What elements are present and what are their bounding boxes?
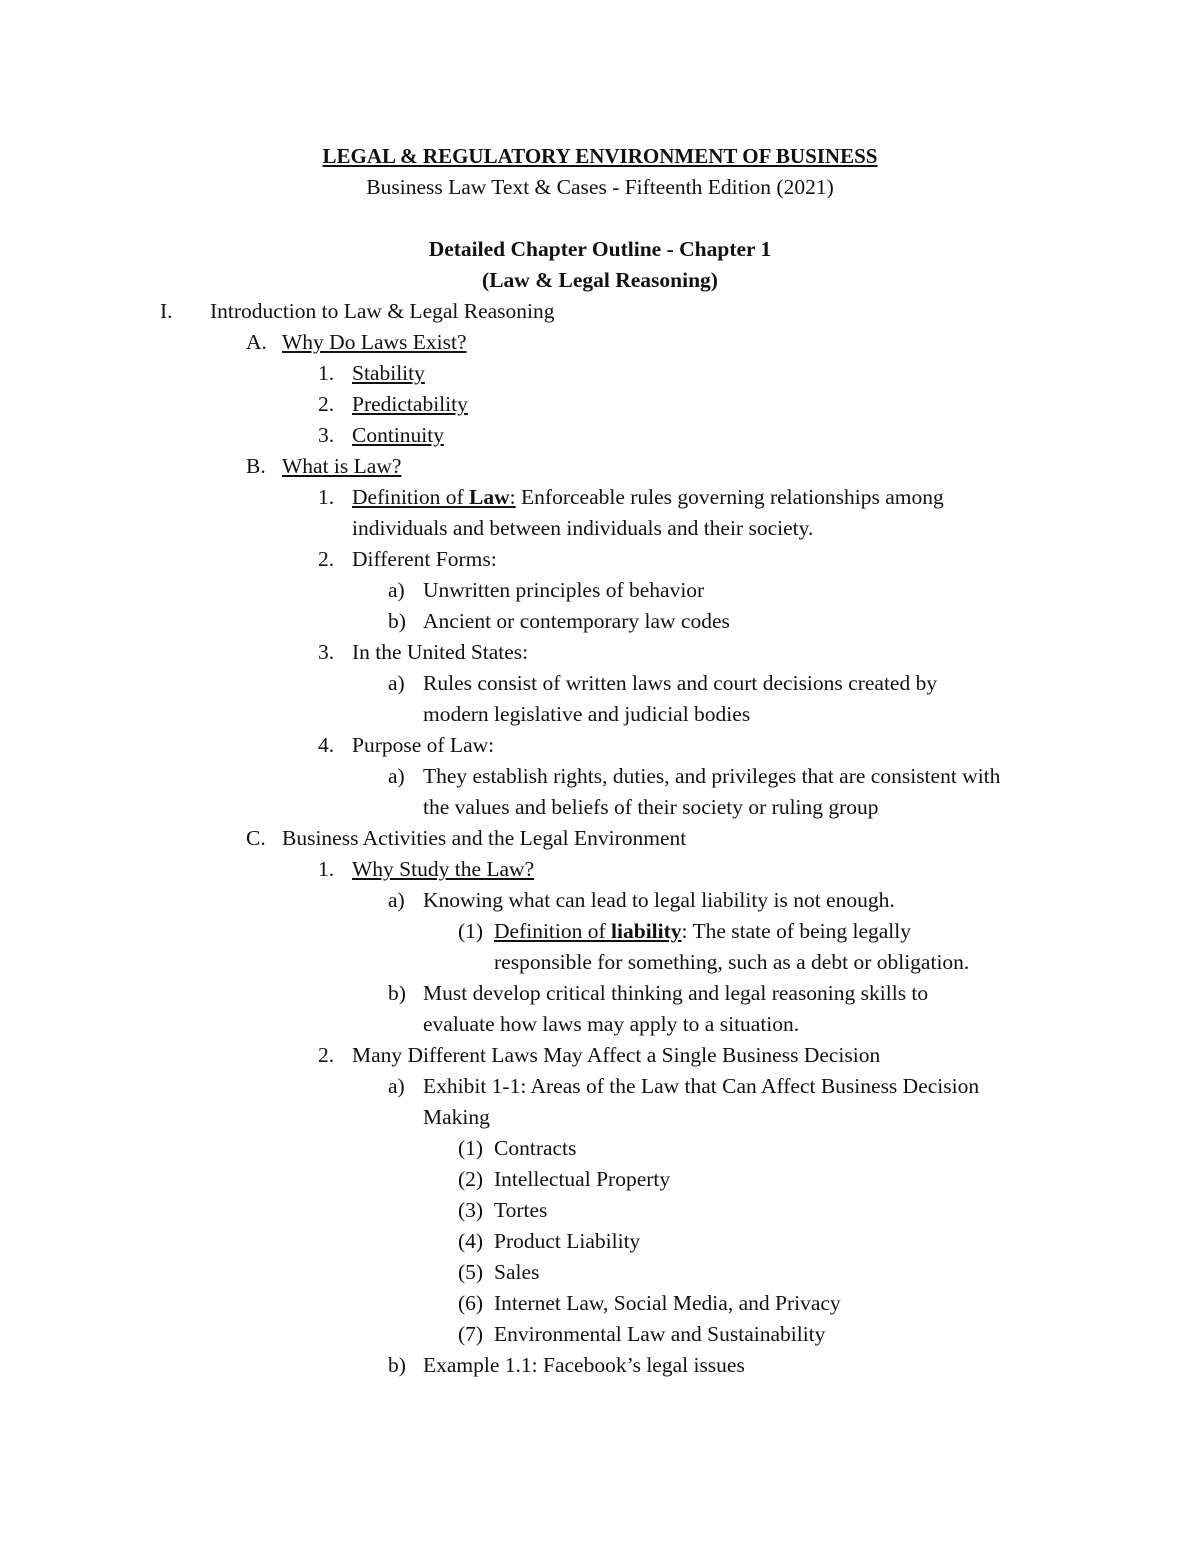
outline-marker: 2.	[318, 547, 335, 571]
chapter-topic: (Law & Legal Reasoning)	[482, 268, 718, 292]
list-item: Product Liability	[494, 1229, 641, 1253]
outline-marker: b)	[388, 981, 406, 1005]
list-item: Internet Law, Social Media, and Privacy	[494, 1291, 841, 1315]
document-subtitle: Business Law Text & Cases - Fifteenth Edition (2021)	[366, 175, 834, 199]
list-item: Predictability	[352, 392, 468, 416]
outline-marker: A.	[246, 330, 267, 354]
chapter-heading: Detailed Chapter Outline - Chapter 1	[428, 237, 772, 261]
list-item: Different Forms:	[352, 547, 497, 571]
list-item: Contracts	[494, 1136, 577, 1160]
outline-marker: (1)	[458, 919, 484, 943]
outline-marker: a)	[388, 578, 405, 602]
outline-marker: 4.	[318, 733, 335, 757]
outline-marker: (4)	[458, 1229, 484, 1253]
definition-label: Definition of liability	[494, 919, 682, 943]
outline-marker: (7)	[458, 1322, 484, 1346]
law-definition-continued: individuals and between individuals and their society.	[352, 516, 814, 540]
defined-term: Law	[469, 485, 510, 509]
list-item: In the United States:	[352, 640, 529, 664]
outline-marker: (3)	[458, 1198, 484, 1222]
liability-definition: Definition of liability: The state of being legally	[494, 919, 911, 943]
outline-section-I: Introduction to Law & Legal Reasoning	[210, 299, 555, 323]
list-item: Many Different Laws May Affect a Single Business Decision	[352, 1043, 881, 1067]
outline-marker: (6)	[458, 1291, 484, 1315]
outline-marker: 3.	[318, 640, 335, 664]
list-item-continued: evaluate how laws may apply to a situation.	[423, 1012, 800, 1036]
list-item: Purpose of Law:	[352, 733, 495, 757]
outline-marker: (1)	[458, 1136, 484, 1160]
list-item: Tortes	[494, 1198, 548, 1222]
outline-marker: B.	[246, 454, 266, 478]
outline-marker: 1.	[318, 361, 335, 385]
outline-marker: I.	[160, 299, 173, 323]
defined-term: liability	[611, 919, 682, 943]
list-item: Rules consist of written laws and court decisions created by	[423, 671, 938, 695]
outline-marker: 2.	[318, 392, 335, 416]
outline-marker: b)	[388, 1353, 406, 1377]
list-item-continued: Making	[423, 1105, 490, 1129]
law-definition: Definition of Law: Enforceable rules governing relationships among	[352, 485, 944, 509]
list-item: Environmental Law and Sustainability	[494, 1322, 826, 1346]
outline-marker: a)	[388, 888, 405, 912]
list-item: Why Study the Law?	[352, 857, 535, 881]
list-item-continued: modern legislative and judicial bodies	[423, 702, 751, 726]
list-item: Stability	[352, 361, 425, 385]
outline-marker: C.	[246, 826, 266, 850]
outline-section-A: Why Do Laws Exist?	[282, 330, 467, 354]
document-title: LEGAL & REGULATORY ENVIRONMENT OF BUSINESS	[322, 144, 878, 168]
outline-marker: (2)	[458, 1167, 484, 1191]
list-item: Sales	[494, 1260, 540, 1284]
definition-label: Definition of Law:	[352, 485, 516, 509]
outline-marker: 2.	[318, 1043, 335, 1067]
list-item: Knowing what can lead to legal liability is not enough.	[423, 888, 895, 912]
list-item: They establish rights, duties, and privileges that are consistent with	[423, 764, 1001, 788]
outline-marker: b)	[388, 609, 406, 633]
outline-marker: a)	[388, 764, 405, 788]
list-item: Must develop critical thinking and legal reasoning skills to	[423, 981, 929, 1005]
outline-marker: a)	[388, 671, 405, 695]
outline-section-C: Business Activities and the Legal Environment	[282, 826, 687, 850]
list-item: Intellectual Property	[494, 1167, 671, 1191]
liability-definition-continued: responsible for something, such as a debt or obligation.	[494, 950, 970, 974]
outline-marker: 1.	[318, 857, 335, 881]
outline-marker: (5)	[458, 1260, 484, 1284]
list-item-continued: the values and beliefs of their society or ruling group	[423, 795, 879, 819]
list-item: Continuity	[352, 423, 444, 447]
list-item: Exhibit 1-1: Areas of the Law that Can Affect Business Decision	[423, 1074, 980, 1098]
outline-marker: 3.	[318, 423, 335, 447]
list-item: Ancient or contemporary law codes	[423, 609, 730, 633]
outline-section-B: What is Law?	[282, 454, 402, 478]
outline-marker: 1.	[318, 485, 335, 509]
list-item: Unwritten principles of behavior	[423, 578, 705, 602]
list-item: Example 1.1: Facebook’s legal issues	[423, 1353, 745, 1377]
outline-marker: a)	[388, 1074, 405, 1098]
